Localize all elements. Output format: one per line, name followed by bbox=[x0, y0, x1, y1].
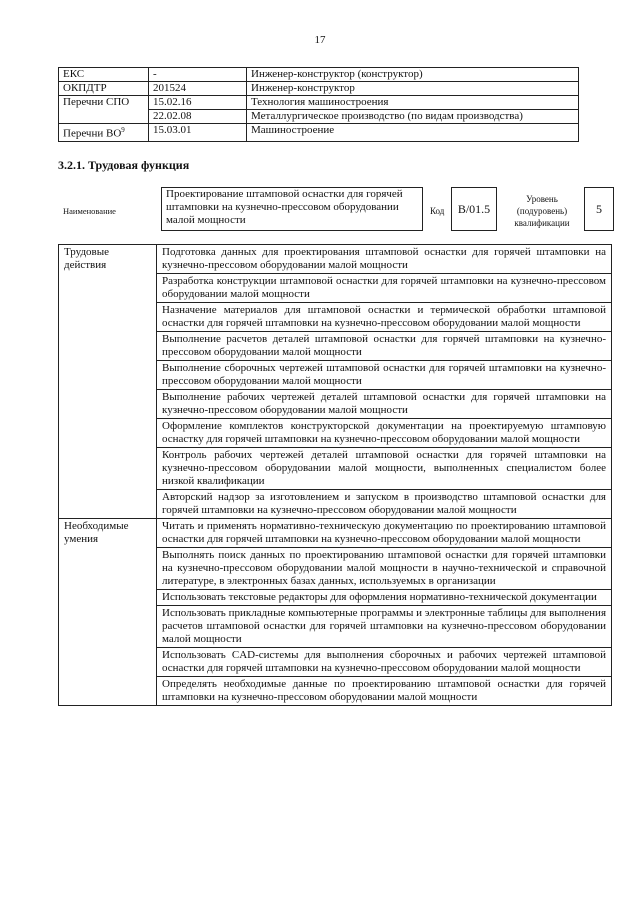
code-value: 15.02.16 bbox=[149, 96, 247, 110]
classification-codes-table bbox=[58, 67, 579, 142]
page-number: 17 bbox=[314, 34, 326, 46]
labor-action-item: Контроль рабочих чертежей деталей штамповой оснастки для горячей штамповки на кузнечно-прессовом оборудовании малой мощности, выполненных специалистом более низкой квалификации bbox=[157, 448, 612, 490]
skill-item: Читать и применять нормативно-техническую документацию по проектированию штамповой оснастки для горячей штамповки на кузнечно-прессовом оборудовании малой мощности bbox=[157, 519, 612, 548]
code-value: B/01.5 bbox=[451, 187, 497, 231]
labor-action-item: Выполнение сборочных чертежей штамповой оснастки для горячей штамповки на кузнечно-прессовом оборудовании малой мощности bbox=[157, 361, 612, 390]
labor-action-item: Выполнение рабочих чертежей деталей штамповой оснастки для горячей штамповки на кузнечно-прессовом оборудовании малой мощности bbox=[157, 390, 612, 419]
code-label: Код bbox=[430, 206, 445, 216]
code-label: ЕКС bbox=[59, 68, 149, 82]
footnote-mark: 9 bbox=[121, 126, 125, 134]
table-row bbox=[59, 519, 612, 548]
code-value: 15.03.01 bbox=[149, 124, 247, 142]
code-label: ОКПДТР bbox=[59, 82, 149, 96]
required-skills-label: Необходимые умения bbox=[59, 519, 157, 706]
code-value: - bbox=[149, 68, 247, 82]
skill-item: Определять необходимые данные по проектированию штамповой оснастки для горячей штамповки на кузнечно-прессовом оборудовании малой мощности bbox=[157, 677, 612, 706]
skill-item: Выполнять поиск данных по проектированию штамповой оснастки для горячей штамповки на кузнечно-прессовом оборудовании малой мощности в научно-технической и справочной литературе, в электронных базах данных, используемых в организации bbox=[157, 548, 612, 590]
code-name: Инженер-конструктор (конструктор) bbox=[247, 68, 579, 82]
table-row bbox=[59, 96, 579, 110]
labor-action-item: Авторский надзор за изготовлением и запуском в производство штамповой оснастки для горячей штамповки на кузнечно-прессовом оборудовании малой мощности bbox=[157, 490, 612, 519]
skill-item: Использовать прикладные компьютерные программы и электронные таблицы для выполнения расчетов штамповой оснастки для горячей штамповки на кузнечно-прессовом оборудовании малой мощности bbox=[157, 606, 612, 648]
code-label: Перечни $ВО^9$ bbox=[59, 124, 149, 142]
qualification-level-label: Уровень (подуровень) квалификации bbox=[514, 194, 570, 228]
table-row bbox=[59, 124, 579, 142]
function-name-value: Проектирование штамповой оснастки для горячей штамповки на кузнечно-прессовом оборудовании малой мощности bbox=[161, 187, 423, 231]
table-row bbox=[59, 245, 612, 274]
code-name: Машиностроение bbox=[247, 124, 579, 142]
function-name-label: Наименование bbox=[63, 206, 116, 216]
table-row bbox=[59, 82, 579, 96]
code-value: 201524 bbox=[149, 82, 247, 96]
skill-item: Использовать текстовые редакторы для оформления нормативно-технической документации bbox=[157, 590, 612, 606]
code-name: Металлургическое производство (по видам производства) bbox=[247, 110, 579, 124]
labor-action-item: Выполнение расчетов деталей штамповой оснастки для горячей штамповки на кузнечно-прессовом оборудовании малой мощности bbox=[157, 332, 612, 361]
labor-function-table bbox=[58, 244, 612, 706]
code-value: 22.02.08 bbox=[149, 110, 247, 124]
labor-action-item: Подготовка данных для проектирования штамповой оснастки для горячей штамповки на кузнечно-прессовом оборудовании малой мощности bbox=[157, 245, 612, 274]
code-name: Инженер-конструктор bbox=[247, 82, 579, 96]
labor-action-item: Разработка конструкции штамповой оснастки для горячей штамповки на кузнечно-прессовом оборудовании малой мощности bbox=[157, 274, 612, 303]
qualification-level-value: 5 bbox=[584, 187, 614, 231]
code-name: Технология машиностроения bbox=[247, 96, 579, 110]
labor-actions-label: Трудовые действия bbox=[59, 245, 157, 519]
section-title: 3.2.1. Трудовая функция bbox=[58, 158, 190, 172]
skill-item: Использовать CAD-системы для выполнения сборочных и рабочих чертежей штамповой оснастки для горячей штамповки на кузнечно-прессовом оборудовании малой мощности bbox=[157, 648, 612, 677]
labor-action-item: Назначение материалов для штамповой оснастки и термической обработки штамповой оснастки для горячей штамповки на кузнечно-прессовом оборудовании малой мощности bbox=[157, 303, 612, 332]
code-label: Перечни СПО bbox=[59, 96, 149, 124]
table-row bbox=[59, 68, 579, 82]
labor-action-item: Оформление комплектов конструкторской документации на проектируемую штамповую оснастку для горячей штамповки на кузнечно-прессовом оборудовании малой мощности bbox=[157, 419, 612, 448]
